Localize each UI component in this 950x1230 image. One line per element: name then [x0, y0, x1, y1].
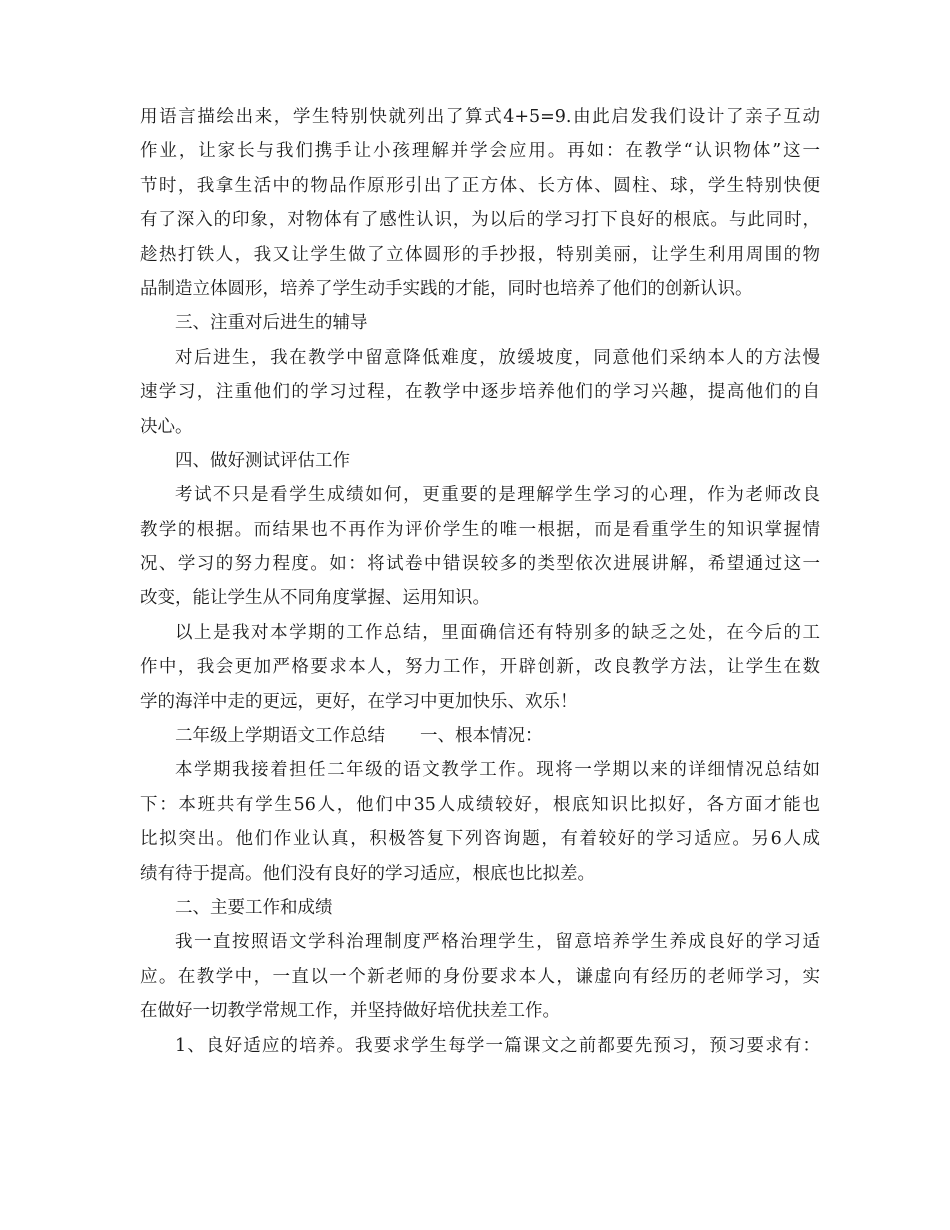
text-line: 二、主要工作和成绩 — [175, 897, 333, 918]
text-line: 对后进生，我在教学中留意降低难度，放缓坡度，同意他们采纳本人的方法慢 — [175, 347, 820, 368]
text-line: 以上是我对本学期的工作总结，里面确信还有特别多的缺乏之处，在今后的工 — [175, 622, 820, 643]
text-line: 下：本班共有学生56人，他们中35人成绩较好，根底知识比拟好，各方面才能也 — [140, 794, 820, 815]
text-line: 绩有待于提高。他们没有良好的学习适应，根底也比拟差。 — [140, 863, 595, 884]
text-line: 作中，我会更加严格要求本人，努力工作，开辟创新，改良教学方法，让学生在数 — [140, 657, 820, 678]
text-line: 三、注重对后进生的辅导 — [175, 313, 368, 334]
text-line: 在做好一切教学常规工作，并坚持做好培优扶差工作。 — [140, 1001, 560, 1022]
text-line: 四、做好测试评估工作 — [175, 450, 350, 471]
text-line: 考试不只是看学生成绩如何，更重要的是理解学生学习的心理，作为老师改良 — [175, 485, 820, 506]
text-line: 本学期我接着担任二年级的语文教学工作。现将一学期以来的详细情况总结如 — [175, 760, 820, 781]
text-line: 1、良好适应的培养。我要求学生每学一篇课文之前都要先预习，预习要求有： — [175, 1035, 820, 1056]
text-line: 改变，能让学生从不同角度掌握、运用知识。 — [140, 588, 490, 609]
text-line: 作业，让家长与我们携手让小孩理解并学会应用。再如：在教学“认识物体”这一 — [140, 141, 820, 162]
text-line: 比拟突出。他们作业认真，积极答复下列咨询题，有着较好的学习适应。另6人成 — [140, 829, 820, 850]
text-line: 二年级上学期语文工作总结 一、根本情况： — [175, 726, 543, 747]
text-line: 应。在教学中，一直以一个新老师的身份要求本人，谦虚向有经历的老师学习，实 — [140, 966, 820, 987]
text-line: 节时，我拿生活中的物品作原形引出了正方体、长方体、圆柱、球，学生特别快便 — [140, 175, 820, 196]
text-line: 有了深入的印象，对物体有了感性认识，为以后的学习打下良好的根底。与此同时， — [140, 210, 820, 231]
text-line: 况、学习的努力程度。如：将试卷中错误较多的类型依次进展讲解，希望通过这一 — [140, 554, 820, 575]
text-line: 学的海洋中走的更远，更好，在学习中更加快乐、欢乐！ — [140, 691, 578, 712]
text-line: 用语言描绘出来，学生特别快就列出了算式4+5=9.由此启发我们设计了亲子互动 — [140, 107, 820, 127]
text-line: 我一直按照语文学科治理制度严格治理学生，留意培养学生养成良好的学习适 — [175, 932, 820, 953]
document-page — [140, 100, 820, 1063]
text-line: 品制造立体圆形，培养了学生动手实践的才能，同时也培养了他们的创新认识。 — [140, 278, 753, 299]
text-line: 速学习，注重他们的学习过程，在教学中逐步培养他们的学习兴趣，提高他们的自 — [140, 382, 820, 403]
text-line: 趁热打铁人，我又让学生做了立体圆形的手抄报，特别美丽，让学生利用周围的物 — [140, 244, 820, 265]
text-line: 教学的根据。而结果也不再作为评价学生的唯一根据，而是看重学生的知识掌握情 — [140, 519, 820, 540]
text-line: 决心。 — [140, 416, 193, 437]
